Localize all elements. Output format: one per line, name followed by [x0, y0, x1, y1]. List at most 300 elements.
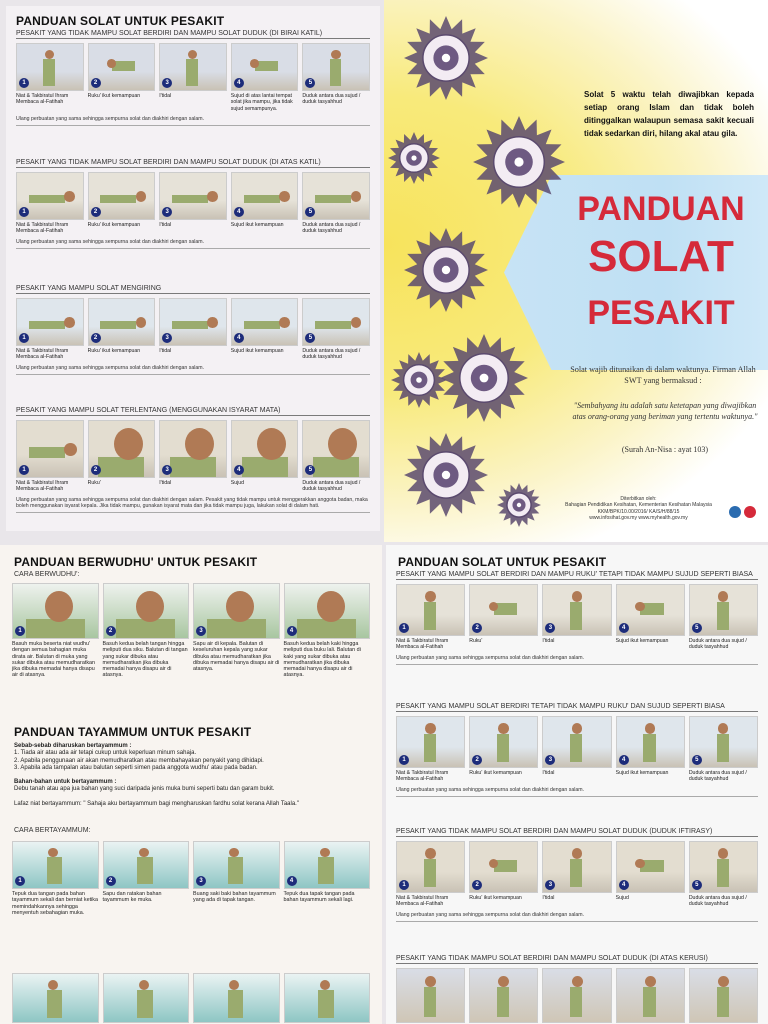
- step-caption: Niat & Takbiratul Ihram Membaca al-Fatihah: [16, 93, 69, 106]
- figure-body: [172, 321, 208, 330]
- figure-body: [717, 602, 729, 631]
- photo-strip: [12, 973, 370, 1023]
- patient-figure: [13, 584, 98, 638]
- step-photo: [88, 172, 156, 220]
- step-number-badge: 4: [234, 333, 244, 343]
- publisher-label: Diterbitkan oleh:: [620, 496, 657, 502]
- step-photo: [616, 584, 685, 636]
- publisher-links: www.infosihat.gov.my www.myhealth.gov.my: [589, 515, 688, 522]
- figure-head: [572, 723, 582, 733]
- solat-guide-panel-bottom-right: [386, 545, 768, 1024]
- patient-figure: [104, 842, 189, 888]
- step-number-badge: 3: [545, 623, 555, 633]
- figure-body: [297, 619, 356, 639]
- step-number-badge: 4: [234, 207, 244, 217]
- step-caption: I'tidal: [542, 770, 555, 776]
- step-number-badge: 1: [19, 207, 29, 217]
- prayer-section: [16, 159, 370, 249]
- cover-title-line3: PESAKIT: [587, 294, 735, 332]
- figure-head: [572, 848, 582, 858]
- figure-body: [172, 195, 208, 204]
- figure-body: [43, 59, 55, 85]
- figure-body: [424, 987, 436, 1017]
- patient-figure: [194, 974, 279, 1022]
- figure-head: [229, 980, 239, 990]
- figure-body: [315, 195, 351, 204]
- publisher-info: [546, 496, 731, 522]
- figure-head: [718, 848, 728, 858]
- step-number-badge: 3: [162, 333, 172, 343]
- figure-body: [424, 859, 436, 888]
- photo-strip: [16, 298, 370, 346]
- figure-head: [139, 848, 149, 858]
- step-photo: [16, 43, 84, 91]
- figure-head: [207, 191, 218, 202]
- step-photo: [103, 583, 190, 639]
- step-number-badge: 1: [399, 623, 409, 633]
- step-photo: [616, 716, 685, 768]
- caption-row: [396, 770, 758, 783]
- figure-head: [136, 191, 147, 202]
- step-photo: [159, 172, 227, 220]
- step-photo: [396, 841, 465, 893]
- figure-body: [98, 457, 144, 478]
- step-caption: Niat & Takbiratul Ihram Membaca al-Fatihah: [16, 222, 69, 235]
- mandala-icon: [473, 116, 565, 208]
- tayammum-steps: [12, 837, 370, 916]
- mandala-icon: [404, 16, 488, 100]
- page-title: PANDUAN SOLAT UNTUK PESAKIT: [398, 555, 607, 569]
- step-number-badge: 4: [234, 465, 244, 475]
- step-photo: [302, 420, 370, 478]
- step-number-badge: 5: [305, 465, 315, 475]
- photo-strip: [396, 968, 758, 1023]
- figure-head: [718, 976, 729, 987]
- step-photo: [302, 172, 370, 220]
- step-photo: [542, 716, 611, 768]
- tayammum-info: [14, 743, 369, 809]
- step-number-badge: 1: [15, 626, 25, 636]
- figure-head: [107, 59, 116, 68]
- solat-guide-panel-top-left: [6, 6, 380, 531]
- wudhu-title: PANDUAN BERWUDHU' UNTUK PESAKIT: [14, 555, 258, 569]
- figure-head: [139, 980, 149, 990]
- step-photo: [616, 841, 685, 893]
- section-heading: PESAKIT YANG MAMPU SOLAT BERDIRI TETAPI TIDAK MAMPU RUKU' DAN SUJUD SEPERTI BIASA: [396, 703, 758, 712]
- figure-head: [425, 591, 435, 601]
- figure-head: [328, 428, 357, 460]
- figure-head: [45, 591, 73, 622]
- figure-body: [29, 447, 65, 457]
- sebab-heading: Sebab-sebab diharuskan bertayammum :: [14, 743, 132, 749]
- step-caption: Niat & Takbiratul Ihram Membaca al-Fatihah: [16, 480, 69, 493]
- photo-strip: [16, 420, 370, 478]
- figure-body: [717, 859, 729, 888]
- patient-figure: [194, 842, 279, 888]
- figure-head: [226, 591, 254, 622]
- section-heading: PESAKIT YANG TIDAK MAMPU SOLAT BERDIRI DAN MAMPU SOLAT DUDUK (DI BIRAI KATIL): [16, 30, 370, 39]
- figure-head: [635, 602, 644, 611]
- cover-title-line2: SOLAT: [588, 232, 734, 281]
- figure-head: [229, 848, 239, 858]
- cara-tayammum-subtitle: CARA BERTAYAMMUM:: [14, 827, 91, 834]
- patient-figure: [13, 842, 98, 888]
- photo-strip: [12, 841, 370, 889]
- step-caption: Niat & Takbiratul Ihram Membaca al-Fatihah: [396, 770, 449, 783]
- figure-body: [330, 59, 342, 85]
- step-caption: Basuh kedua belah kaki hingga meliputi dua buku lali. Balutan di kaki yang sukar dibuka atau memudharatkan jika dibuka memadai hanya disapu air di atasnya.: [283, 641, 361, 679]
- step-caption: I'tidal: [159, 93, 172, 99]
- patient-figure: [285, 842, 370, 888]
- patient-figure: [690, 969, 757, 1022]
- figure-body: [643, 987, 655, 1017]
- mandala-icon: [440, 334, 528, 422]
- step-caption: Duduk antara dua sujud / duduk tasyahhud: [302, 480, 361, 493]
- step-caption: Ruku': [87, 480, 101, 486]
- step-caption: Sapu dan ratakan bahan tayammum ke muka.: [102, 891, 162, 904]
- photo-strip: [396, 841, 758, 893]
- prayer-section: [16, 407, 370, 513]
- step-caption: Sapu air di kepala. Balutan di keseluruhan kepala yang sukar dibuka atau memudharatkan jika dibuka memadai hanya disapu air di atasnya.: [193, 641, 280, 673]
- step-caption: Sujud di atas lantai tempat solat jika mampu, jika tidak sujud semampunya.: [230, 93, 293, 112]
- photo-strip: [396, 584, 758, 636]
- step-number-badge: 1: [19, 333, 29, 343]
- photo-strip: [16, 43, 370, 91]
- figure-body: [242, 457, 288, 478]
- tayammum-title: PANDUAN TAYAMMUM UNTUK PESAKIT: [14, 725, 252, 739]
- figure-body: [717, 987, 729, 1017]
- figure-head: [64, 317, 75, 328]
- step-caption: Tepuk dua tapak tangan pada bahan tayammum sekali lagi.: [283, 891, 355, 904]
- step-number-badge: 4: [619, 880, 629, 890]
- figure-body: [137, 990, 152, 1018]
- step-caption: I'tidal: [159, 480, 172, 486]
- figure-head: [320, 980, 330, 990]
- step-number-badge: 2: [472, 623, 482, 633]
- figure-head: [498, 976, 509, 987]
- figure-head: [425, 976, 436, 987]
- step-caption: Ruku' ikut kemampuan: [87, 348, 141, 354]
- step-photo: [193, 583, 280, 639]
- step-number-badge: 3: [162, 78, 172, 88]
- step-number-badge: 4: [234, 78, 244, 88]
- bahan-heading: Bahan-bahan untuk bertayammum :: [14, 778, 117, 785]
- figure-body: [244, 321, 280, 330]
- step-photo: [542, 968, 611, 1023]
- figure-head: [45, 50, 55, 60]
- step-photo: [12, 583, 99, 639]
- cover-intro-text: Solat 5 waktu telah diwajibkan kepada setiap orang Islam dan tidak boleh ditinggalkan walaupun semasa sakit kecuali tidak sedarkan diri, hilang akal atau gila.: [584, 90, 754, 138]
- figure-head: [279, 317, 290, 328]
- step-number-badge: 1: [399, 755, 409, 765]
- step-caption: Duduk antara dua sujud / duduk tasyahhud: [688, 895, 747, 908]
- step-photo: [159, 43, 227, 91]
- step-number-badge: 1: [15, 876, 25, 886]
- step-photo: [616, 968, 685, 1023]
- figure-body: [318, 990, 333, 1018]
- figure-head: [48, 848, 58, 858]
- health-logo-icon: [744, 506, 756, 518]
- section-heading: PESAKIT YANG MAMPU SOLAT BERDIRI DAN MAMPU RUKU' TETAPI TIDAK MAMPU SUJUD SEPERTI BIASA: [396, 571, 758, 580]
- wudhu-subtitle: CARA BERWUDHU':: [14, 571, 80, 578]
- step-number-badge: 2: [472, 880, 482, 890]
- step-caption: Ruku': [469, 638, 483, 644]
- step-photo: [103, 973, 190, 1023]
- step-caption: Sujud ikut kemampuan: [615, 770, 669, 776]
- prayer-section: [396, 955, 758, 1023]
- figure-body: [643, 734, 655, 763]
- figure-head: [279, 191, 290, 202]
- step-caption: Niat & Takbiratul Ihram Membaca al-Fatihah: [16, 348, 69, 361]
- publisher-name: Bahagian Pendidikan Kesihatan, Kementerian Kesihatan Malaysia: [565, 502, 712, 509]
- caption-row: [12, 891, 370, 916]
- step-caption: Ruku' ikut kemampuan: [87, 222, 141, 228]
- section-note: Ulang perbuatan yang sama sehingga sempurna solat dan diakhiri dengan salam.: [16, 365, 370, 375]
- patient-figure: [104, 974, 189, 1022]
- figure-body: [570, 859, 582, 888]
- step-caption: Duduk antara dua sujud / duduk tasyahhud: [302, 93, 361, 106]
- step-photo: [231, 420, 299, 478]
- figure-head: [136, 317, 147, 328]
- step-photo: [302, 43, 370, 91]
- step-photo: [16, 420, 84, 478]
- step-number-badge: 3: [162, 207, 172, 217]
- wudhu-tayammum-panel: [0, 545, 382, 1024]
- prayer-section: [396, 828, 758, 922]
- step-photo: [284, 583, 371, 639]
- figure-body: [186, 59, 198, 85]
- prayer-section: [16, 30, 370, 126]
- section-note: Ulang perbuatan yang sama sehingga sempurna solat dan diakhiri dengan salam.: [16, 116, 370, 126]
- photo-strip: [16, 172, 370, 220]
- section-note: Ulang perbuatan yang sama sehingga sempurna solat dan diakhiri dengan salam. Pesakit yang tidak mampu untuk menggerakkan anggota badan, maka boleh menggunakan isyarat kepala. Jika tidak mampu, gunakan isyarat mata dan jika tidak mampu juga, lakukan solat di dalam hati.: [16, 497, 370, 513]
- section-note: Ulang perbuatan yang sama sehingga sempurna solat dan diakhiri dengan salam.: [396, 655, 758, 665]
- step-caption: Duduk antara dua sujud / duduk tasyahhud: [302, 348, 361, 361]
- step-caption: I'tidal: [159, 348, 172, 354]
- figure-body: [170, 457, 216, 478]
- patient-figure: [285, 974, 370, 1022]
- step-photo: [103, 841, 190, 889]
- figure-head: [64, 191, 75, 202]
- figure-head: [351, 191, 362, 202]
- step-caption: Buang saki baki bahan tayammum yang ada di tapak tangan.: [193, 891, 276, 904]
- step-number-badge: 3: [196, 876, 206, 886]
- step-number-badge: 3: [162, 465, 172, 475]
- step-photo: [159, 298, 227, 346]
- step-caption: Basuh muka beserta niat wudhu' dengan semua bahagian muka dirata air. Balutan di muka yang sukar dibuka atau memudharatkan jika dibuka memadai hanya disapu air di atasnya.: [12, 641, 96, 679]
- step-number-badge: 4: [619, 755, 629, 765]
- step-number-badge: 3: [196, 626, 206, 636]
- prayer-section: [16, 285, 370, 375]
- figure-head: [718, 591, 728, 601]
- figure-body: [29, 195, 65, 204]
- step-number-badge: 3: [545, 755, 555, 765]
- step-caption: I'tidal: [159, 222, 172, 228]
- section-note: Ulang perbuatan yang sama sehingga sempurna solat dan diakhiri dengan salam.: [396, 912, 758, 922]
- sebab-item-2: 2. Apabila penggunaan air akan memudharatkan atau membahayakan penyakit yang dihidapi.: [14, 757, 264, 764]
- step-number-badge: 5: [305, 207, 315, 217]
- step-photo: [88, 420, 156, 478]
- figure-head: [317, 591, 345, 622]
- step-photo: [689, 584, 758, 636]
- figure-body: [424, 602, 436, 631]
- cover-body-text: Solat wajib ditunaikan di dalam waktunya. Firman Allah SWT yang bermaksud :: [570, 365, 756, 385]
- section-heading: PESAKIT YANG TIDAK MAMPU SOLAT BERDIRI DAN MAMPU SOLAT DUDUK (DI ATAS KERUSI): [396, 955, 758, 964]
- figure-body: [717, 734, 729, 763]
- step-caption: Sujud: [615, 895, 629, 901]
- step-caption: Ruku' ikut kemampuan: [469, 895, 522, 901]
- section-heading: PESAKIT YANG TIDAK MAMPU SOLAT BERDIRI DAN MAMPU SOLAT DUDUK (DUDUK IFTIRASY): [396, 828, 758, 837]
- step-number-badge: 5: [305, 78, 315, 88]
- step-number-badge: 5: [692, 755, 702, 765]
- tayammum-steps-continued: [12, 969, 370, 1023]
- figure-body: [207, 619, 266, 639]
- figure-head: [635, 859, 644, 868]
- mandala-icon: [391, 352, 447, 408]
- figure-body: [315, 321, 351, 330]
- step-photo: [284, 841, 371, 889]
- prayer-section: [396, 571, 758, 665]
- figure-head: [425, 848, 435, 858]
- step-number-badge: 5: [692, 880, 702, 890]
- figure-body: [228, 857, 243, 883]
- caption-row: [12, 641, 370, 679]
- step-photo: [396, 968, 465, 1023]
- step-caption: Sujud ikut kemampuan: [615, 638, 669, 644]
- step-number-badge: 5: [692, 623, 702, 633]
- step-photo: [16, 298, 84, 346]
- step-photo: [12, 973, 99, 1023]
- caption-row: [396, 895, 758, 908]
- figure-head: [331, 50, 341, 60]
- caption-row: [16, 480, 370, 493]
- figure-body: [47, 990, 62, 1018]
- sebab-item-1: 1. Tiada air atau ada air tetapi cukup untuk keperluan minum sahaja.: [14, 750, 197, 757]
- step-photo: [469, 584, 538, 636]
- step-caption: Basuh kedua belah tangan hingga meliputi dua siku. Balutan di tangan yang sukar dibuka atau memudharatkan jika dibuka memadai hanya disapu air di atasnya.: [102, 641, 188, 679]
- step-photo: [88, 43, 156, 91]
- step-number-badge: 5: [305, 333, 315, 343]
- figure-head: [498, 723, 508, 733]
- step-photo: [689, 968, 758, 1023]
- figure-body: [29, 321, 65, 330]
- figure-body: [570, 987, 582, 1017]
- step-number-badge: 2: [91, 207, 101, 217]
- step-caption: Sujud ikut kemampuan: [230, 222, 284, 228]
- figure-body: [116, 619, 175, 639]
- cover-title-line1: PANDUAN: [577, 190, 745, 228]
- page-title: PANDUAN SOLAT UNTUK PESAKIT: [16, 14, 225, 28]
- step-caption: Tepuk dua tangan pada bahan tayammum sekali dan berniat ketika memindahkannya sehingga menyentuh sebahagian muka.: [12, 891, 98, 916]
- step-photo: [284, 973, 371, 1023]
- step-photo: [159, 420, 227, 478]
- figure-body: [313, 457, 359, 478]
- figure-body: [424, 734, 436, 763]
- figure-head: [718, 723, 728, 733]
- step-number-badge: 2: [91, 333, 101, 343]
- patient-figure: [470, 969, 537, 1022]
- mandala-icon: [388, 132, 440, 184]
- figure-body: [570, 602, 582, 631]
- patient-figure: [285, 584, 370, 638]
- step-photo: [469, 716, 538, 768]
- caption-row: [16, 93, 370, 112]
- step-photo: [542, 841, 611, 893]
- patient-figure: [543, 969, 610, 1022]
- figure-body: [100, 195, 136, 204]
- mandala-icon: [404, 433, 488, 517]
- ministry-logo-icon: [729, 506, 741, 518]
- step-photo: [12, 841, 99, 889]
- step-number-badge: 3: [545, 880, 555, 890]
- step-caption: Niat & Takbiratul Ihram Membaca al-Fatihah: [396, 638, 449, 651]
- step-photo: [193, 973, 280, 1023]
- section-note: Ulang perbuatan yang sama sehingga sempurna solat dan diakhiri dengan salam.: [16, 239, 370, 249]
- figure-head: [572, 591, 582, 601]
- cover-panel: [384, 0, 768, 542]
- figure-head: [250, 59, 259, 68]
- figure-head: [207, 317, 218, 328]
- logos: [729, 506, 756, 518]
- figure-body: [244, 195, 280, 204]
- step-number-badge: 4: [287, 626, 297, 636]
- step-caption: Duduk antara dua sujud / duduk tasyahhud: [688, 638, 747, 651]
- step-caption: Duduk antara dua sujud / duduk tasyahhud: [302, 222, 361, 235]
- caption-row: [16, 222, 370, 235]
- section-heading: PESAKIT YANG TIDAK MAMPU SOLAT BERDIRI DAN MAMPU SOLAT DUDUK (DI ATAS KATIL): [16, 159, 370, 168]
- section-note: Ulang perbuatan yang sama sehingga sempurna solat dan diakhiri dengan salam.: [396, 787, 758, 797]
- step-photo: [689, 841, 758, 893]
- step-number-badge: 1: [19, 78, 29, 88]
- mandala-icon: [404, 228, 488, 312]
- figure-head: [645, 976, 656, 987]
- step-number-badge: 2: [106, 876, 116, 886]
- caption-row: [16, 348, 370, 361]
- step-photo: [88, 298, 156, 346]
- figure-head: [136, 591, 164, 622]
- step-photo: [689, 716, 758, 768]
- step-number-badge: 1: [19, 465, 29, 475]
- figure-head: [185, 428, 214, 460]
- patient-figure: [397, 969, 464, 1022]
- prayer-section: [396, 703, 758, 797]
- step-number-badge: 2: [106, 626, 116, 636]
- figure-body: [137, 857, 152, 883]
- caption-row: [396, 638, 758, 651]
- step-photo: [231, 43, 299, 91]
- step-photo: [469, 841, 538, 893]
- step-photo: [231, 172, 299, 220]
- figure-body: [47, 857, 62, 883]
- figure-body: [26, 619, 85, 639]
- step-caption: Sujud ikut kemampuan: [230, 348, 284, 354]
- wudhu-steps: [12, 579, 370, 679]
- figure-head: [351, 317, 362, 328]
- step-photo: [302, 298, 370, 346]
- mandala-icon: [497, 483, 541, 527]
- patient-figure: [194, 584, 279, 638]
- section-heading: PESAKIT YANG MAMPU SOLAT MENGIRING: [16, 285, 370, 294]
- step-number-badge: 4: [287, 876, 297, 886]
- step-caption: Sujud: [230, 480, 245, 486]
- step-caption: Ruku' ikut kemampuan: [469, 770, 522, 776]
- figure-body: [228, 990, 243, 1018]
- bahan-text: Debu tanah atau apa jua bahan yang suci daripada jenis muka bumi seperti batu dan garam bukit.: [14, 786, 275, 793]
- figure-body: [497, 987, 509, 1017]
- patient-figure: [617, 969, 684, 1022]
- figure-body: [318, 857, 333, 883]
- step-number-badge: 2: [472, 755, 482, 765]
